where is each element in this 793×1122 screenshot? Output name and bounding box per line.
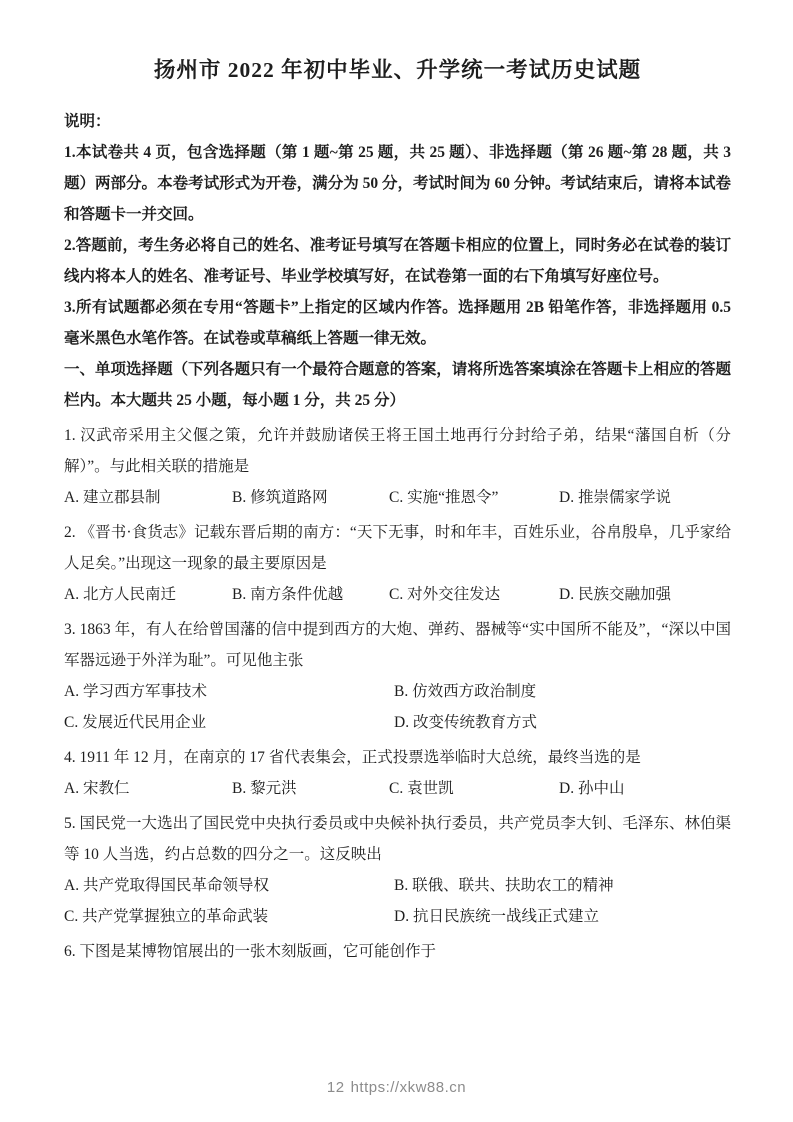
- section-heading: 一、单项选择题（下列各题只有一个最符合题意的答案，请将所选答案填涂在答题卡上相应的答题栏内。本大题共 25 小题，每小题 1 分，共 25 分）: [64, 361, 731, 409]
- question-6-stem: 6. 下图是某博物馆展出的一张木刻版画，它可能创作于: [64, 943, 437, 960]
- question-1-option-a: A. 建立郡县制: [64, 489, 161, 506]
- question-4-stem: 4. 1911 年 12 月，在南京的 17 省代表集会，正式投票选举临时大总统，最终当选的是: [64, 749, 641, 766]
- question-1-option-d: D. 推崇儒家学说: [559, 489, 671, 506]
- question-2-options: [64, 579, 731, 610]
- question-1: [64, 420, 731, 513]
- question-3-options-row-2: [64, 707, 731, 738]
- question-5-option-a: A. 共产党取得国民革命领导权: [64, 877, 269, 894]
- question-5: [64, 808, 731, 932]
- page-footer: [0, 1079, 793, 1096]
- question-5-option-c: C. 共产党掌握独立的革命武装: [64, 908, 269, 925]
- notes-label: 说明：: [64, 113, 111, 130]
- footer-watermark-url: https://xkw88.cn: [350, 1079, 467, 1096]
- question-2: [64, 517, 731, 610]
- question-3-option-c: C. 发展近代民用企业: [64, 714, 207, 731]
- question-2-option-d: D. 民族交融加强: [559, 586, 671, 603]
- question-1-option-b: B. 修筑道路网: [232, 489, 328, 506]
- question-6: [64, 936, 731, 967]
- question-3: [64, 614, 731, 738]
- question-5-option-d: D. 抗日民族统一战线正式建立: [394, 908, 599, 925]
- note-item-1: 1.本试卷共 4 页，包含选择题（第 1 题~第 25 题，共 25 题）、非选择题（第 26 题~第 28 题，共 3 题）两部分。本卷考试形式为开卷，满分为 50 分，考试时间为 60 分钟。考试结束后，请将本试卷和答题卡一并交回。: [64, 144, 731, 223]
- question-3-stem: 3. 1863 年，有人在给曾国藩的信中提到西方的大炮、弹药、器械等“实中国所不能及”，“深以中国军器远逊于外洋为耻”。可见他主张: [64, 621, 731, 669]
- question-2-stem: 2. 《晋书·食货志》记载东晋后期的南方：“天下无事，时和年丰，百姓乐业，谷帛殷阜，几乎家给人足矣。”出现这一现象的最主要原因是: [64, 524, 731, 572]
- question-2-option-b: B. 南方条件优越: [232, 586, 344, 603]
- question-1-stem: 1. 汉武帝采用主父偃之策，允许并鼓励诸侯王将王国土地再行分封给子弟，结果“藩国自析（分解）”。与此相关联的措施是: [64, 427, 731, 475]
- question-4-option-a: A. 宋教仁: [64, 780, 130, 797]
- question-3-option-a: A. 学习西方军事技术: [64, 683, 207, 700]
- question-5-options-row-1: [64, 870, 731, 901]
- note-item-2: 2.答题前，考生务必将自己的姓名、准考证号填写在答题卡相应的位置上，同时务必在试卷的装订线内将本人的姓名、准考证号、毕业学校填写好，在试卷第一面的右下角填写好座位号。: [64, 237, 731, 285]
- question-1-options: [64, 482, 731, 513]
- question-5-option-b: B. 联俄、联共、扶助农工的精神: [394, 877, 614, 894]
- question-4-option-b: B. 黎元洪: [232, 780, 297, 797]
- question-4-options: [64, 773, 731, 804]
- question-4: [64, 742, 731, 804]
- question-1-option-c: C. 实施“推恩令”: [389, 489, 499, 506]
- question-3-option-d: D. 改变传统教育方式: [394, 714, 537, 731]
- question-4-option-d: D. 孙中山: [559, 780, 625, 797]
- question-5-stem: 5. 国民党一大选出了国民党中央执行委员或中央候补执行委员，共产党员李大钊、毛泽东、林伯渠等 10 人当选，约占总数的四分之一。这反映出: [64, 815, 731, 863]
- question-5-options-row-2: [64, 901, 731, 932]
- footer-page-number: 12: [326, 1079, 345, 1096]
- question-3-option-b: B. 仿效西方政治制度: [394, 683, 537, 700]
- question-4-option-c: C. 袁世凯: [389, 780, 454, 797]
- question-2-option-a: A. 北方人民南迁: [64, 586, 176, 603]
- question-3-options-row-1: [64, 676, 731, 707]
- page-title: 扬州市 2022 年初中毕业、升学统一考试历史试题: [153, 58, 642, 82]
- note-item-3: 3.所有试题都必须在专用“答题卡”上指定的区域内作答。选择题用 2B 铅笔作答，非选择题用 0.5 毫米黑色水笔作答。在试卷或草稿纸上答题一律无效。: [64, 299, 731, 347]
- question-2-option-c: C. 对外交往发达: [389, 586, 501, 603]
